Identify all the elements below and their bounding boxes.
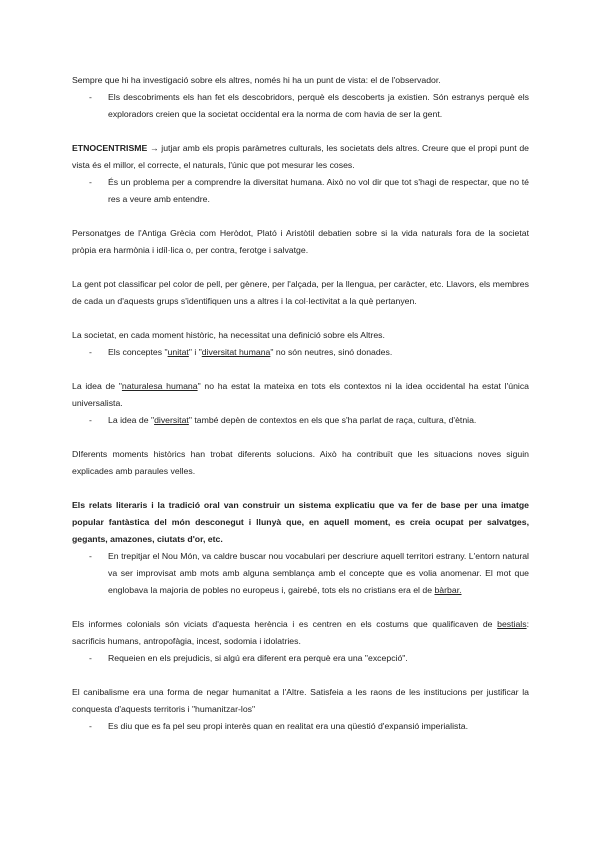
paragraph-text: La societat, en cada moment històric, ha necessitat una definició sobre els Altres.	[72, 330, 385, 340]
paragraph-text	[72, 378, 529, 412]
underlined-term-bestials: bestials	[497, 619, 527, 629]
bullet-text: " també depèn de contextos en els que s'ha parlat de raça, cultura, d'ètnia.	[188, 415, 477, 425]
bullet-dash: -	[89, 177, 92, 187]
bullet-dash: -	[89, 92, 92, 102]
paragraph-3	[72, 225, 529, 259]
paragraph-4	[72, 276, 529, 310]
definition-text: → jutjar amb els propis paràmetres culturals, les societats dels altres. Creure que el propi punt de vista és el millor, el correcte, el naturals, l'únic que pot mesurar les coses.	[72, 143, 529, 170]
bullet-dash: -	[89, 653, 92, 663]
bullet-item	[72, 89, 529, 123]
term-etnocentrisme: ETNOCENTRISME	[72, 143, 148, 153]
text-run: " no ha estat la mateixa en tots els contextos ni la idea occidental ha estat l'única universalista.	[72, 381, 530, 408]
bullet-text: Es diu que es fa pel seu propi interès quan en realitat era una qüestió d'expansió imperialista.	[108, 721, 469, 731]
paragraph-text: El canibalisme era una forma de negar humanitat a l'Altre. Satisfeia a les raons de les institucions per justificar la conquesta d'aquests territoris i "humanitzar-los"	[72, 687, 529, 714]
text-run: La idea de "	[72, 381, 122, 391]
paragraph-text	[72, 140, 529, 174]
bullet-item	[72, 174, 529, 208]
bullet-text: " i "	[188, 347, 202, 357]
paragraph-6	[72, 378, 529, 429]
underlined-term-barbar: bàrbar.	[434, 585, 462, 595]
bullet-item	[72, 344, 529, 361]
paragraph-text: Sempre que hi ha investigació sobre els altres, només hi ha un punt de vista: el de l'observador.	[72, 75, 441, 85]
paragraph-1	[72, 72, 529, 123]
underlined-term-diversitat-humana: diversitat humana	[201, 347, 271, 357]
bullet-text: Requeien en els prejudicis, si algú era diferent era perquè era una "excepció".	[108, 653, 408, 663]
paragraph-5	[72, 327, 529, 361]
bullet-text: La idea de "	[108, 415, 155, 425]
bullet-dash: -	[89, 347, 92, 357]
paragraph-2	[72, 140, 529, 208]
paragraph-9	[72, 616, 529, 667]
bullet-item	[72, 650, 529, 667]
bullet-text: En trepitjar el Nou Món, va caldre buscar nou vocabulari per descriure aquell territori estrany. L'entorn natural va ser improvisat amb mots amb alguna semblança amb el concepte que es volia anomenar. El mot que englobava la majoria de pobles no europeus i, gairebé, tots els no cristians era el de	[108, 551, 529, 595]
paragraph-8	[72, 497, 529, 599]
bold-statement: Els relats literaris i la tradició oral van construir un sistema explicatiu que va fer de base per una imatge popular fantàstica del món desconegut i llunyà que, en aquell moment, es creia ocupat per salvatges, gegants, amazones, ciutats d'or, etc.	[72, 500, 529, 544]
bullet-dash: -	[89, 721, 92, 731]
text-run: Els informes colonials són viciats d'aquesta herència i es centren en els costums que qualificaven de	[72, 619, 498, 629]
bullet-item	[72, 412, 529, 429]
paragraph-10	[72, 684, 529, 735]
bullet-item	[72, 548, 529, 599]
bullet-text: És un problema per a comprendre la diversitat humana. Això no vol dir que tot s'hagi de respectar, que no té res a veure amb entendre.	[108, 177, 529, 204]
paragraph-text	[72, 616, 529, 650]
bullet-dash: -	[89, 551, 92, 561]
bullet-text: Els descobriments els han fet els descobridors, perquè els descoberts ja existien. Són estranys perquè els exploradors creien que la societat occidental era la norma de com havia de ser la gent.	[108, 92, 529, 119]
paragraph-7	[72, 446, 529, 480]
bullet-text: Els conceptes "	[108, 347, 168, 357]
bullet-text: " no són neutres, sinó donades.	[270, 347, 393, 357]
paragraph-text: Personatges de l'Antiga Grècia com Heròdot, Plató i Aristòtil debatien sobre si la vida naturals fora de la societat pròpia era harmònia i idíl·lica o, per contra, ferotge i salvatge.	[72, 228, 529, 255]
bullet-dash: -	[89, 415, 92, 425]
bullet-item	[72, 718, 529, 735]
underlined-term-unitat: unitat	[167, 347, 189, 357]
text-run: : sacrificis humans, antropofàgia, incest, sodomia i idolatries.	[72, 619, 529, 646]
underlined-term-naturalesa-humana: naturalesa humana	[121, 381, 198, 391]
paragraph-text: La gent pot classificar pel color de pell, per gènere, per l'alçada, per la llengua, per caràcter, etc. Llavors, els membres de cada un d'aquests grups s'identifiquen uns a altres i la col·lectivitat a la què pertanyen.	[72, 279, 529, 306]
paragraph-text	[72, 497, 529, 548]
underlined-term-diversitat: diversitat	[154, 415, 189, 425]
paragraph-text: DIferents moments històrics han trobat diferents solucions. Això ha contribuït que les situacions noves siguin explicades amb paraules velles.	[72, 449, 529, 476]
